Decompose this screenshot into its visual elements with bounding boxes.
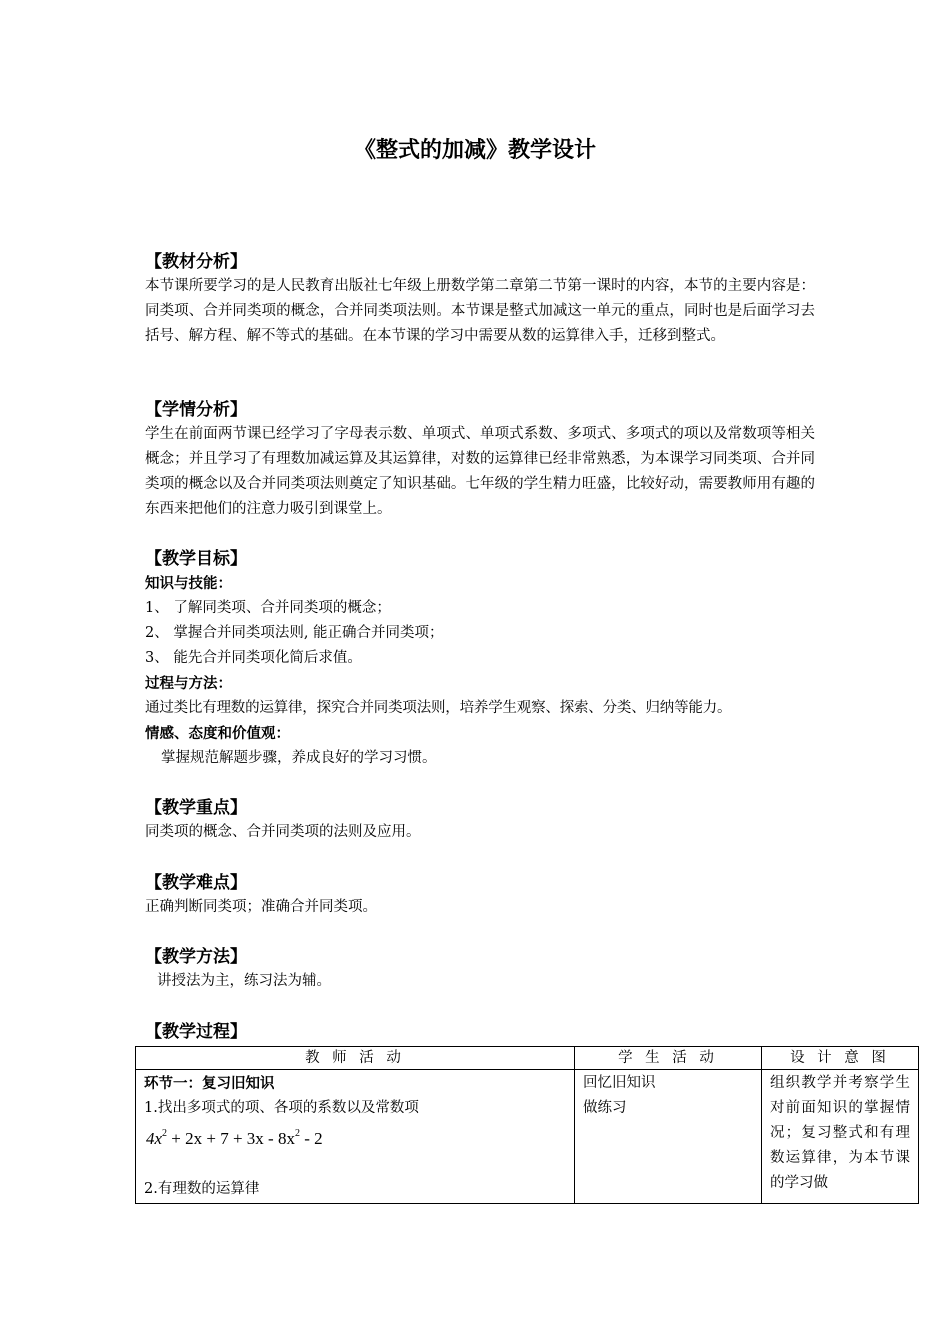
header-design-intent: 设 计 意 图: [762, 1047, 919, 1070]
section-student-analysis: [145, 398, 815, 522]
formula-exponent: 2: [294, 1128, 300, 1139]
goal-item: 3、 能先合并同类项化简后求值。: [145, 650, 362, 666]
section-key-points: [145, 796, 815, 845]
design-intent-cell: [762, 1070, 919, 1204]
formula-exponent: 2: [162, 1128, 168, 1139]
formula-term: 4x: [146, 1129, 163, 1148]
section-heading: 【教学目标】: [145, 549, 247, 569]
table-header-row: [136, 1047, 919, 1070]
section-paragraph: 本节课所要学习的是人民教育出版社七年级上册数学第二章第二节第一课时的内容，本节的主要内容是：同类项、合并同类项的概念，合并同类项法则。本节课是整式加减这一单元的重点，同时也是后面学习去括号、解方程、解不等式的基础。在本节课的学习中需要从数的运算律入手，迁移到整式。: [145, 278, 815, 344]
section-heading: 【教学过程】: [145, 1022, 247, 1042]
header-student-activity: 学 生 活 动: [575, 1047, 762, 1070]
process-label: 过程与方法：: [145, 675, 232, 692]
section-heading: 【学情分析】: [145, 400, 247, 420]
process-table: [135, 1046, 919, 1204]
formula-term: - 2: [299, 1129, 323, 1148]
goal-item: 2、 掌握合并同类项法则, 能正确合并同类项；: [145, 625, 444, 641]
page-title: 《整式的加减》教学设计: [353, 137, 596, 163]
section-difficulties: [145, 871, 815, 920]
section-heading: 【教材分析】: [145, 252, 247, 272]
section-process: [145, 1020, 815, 1044]
section-teaching-goals: [145, 547, 815, 771]
student-activity-line: 做练习: [583, 1100, 627, 1116]
student-activity-cell: [575, 1070, 762, 1204]
section-heading: 【教学重点】: [145, 798, 247, 818]
teacher-activity-cell: [136, 1070, 575, 1204]
stage-title: 环节一：复习旧知识: [144, 1075, 275, 1092]
attitude-label: 情感、态度和价值观：: [145, 725, 290, 742]
attitude-text: 掌握规范解题步骤，养成良好的学习习惯。: [161, 750, 437, 766]
blank-line: [144, 1152, 566, 1177]
knowledge-label: 知识与技能：: [145, 575, 232, 592]
header-teacher-activity: 教 师 活 动: [136, 1047, 575, 1070]
section-heading: 【教学方法】: [145, 947, 247, 967]
section-paragraph: 学生在前面两节课已经学习了字母表示数、单项式、单项式系数、多项式、多项式的项以及常数项等相关概念；并且学习了有理数加减运算及其运算律，对数的运算律已经非常熟悉，为本课学习同类项、合并同类项的概念以及合并同类项法则奠定了知识基础。七年级的学生精力旺盛，比较好动，需要教师用有趣的东西来把他们的注意力吸引到课堂上。: [145, 426, 815, 517]
teacher-item: 2.有理数的运算律: [144, 1181, 260, 1197]
section-methods: [145, 945, 815, 994]
teacher-item: 1.找出多项式的项、各项的系数以及常数项: [144, 1100, 419, 1116]
formula-term: + 2x + 7 + 3x - 8x: [167, 1129, 295, 1148]
table-row: [136, 1070, 919, 1204]
polynomial-formula: [144, 1121, 566, 1152]
section-paragraph: 同类项的概念、合并同类项的法则及应用。: [145, 824, 421, 840]
section-material-analysis: [145, 250, 815, 349]
process-text: 通过类比有理数的运算律，探究合并同类项法则，培养学生观察、探索、分类、归纳等能力。: [145, 700, 732, 716]
goal-item: 1、 了解同类项、合并同类项的概念；: [145, 600, 391, 616]
section-heading: 【教学难点】: [145, 873, 247, 893]
student-activity-line: 回忆旧知识: [583, 1075, 656, 1091]
section-paragraph: 讲授法为主，练习法为辅。: [157, 973, 331, 989]
section-paragraph: 正确判断同类项；准确合并同类项。: [145, 899, 377, 915]
design-intent-text: 组织教学并考察学生对前面知识的掌握情况；复习整式和有理数运算律，为本节课的学习做: [770, 1075, 910, 1191]
